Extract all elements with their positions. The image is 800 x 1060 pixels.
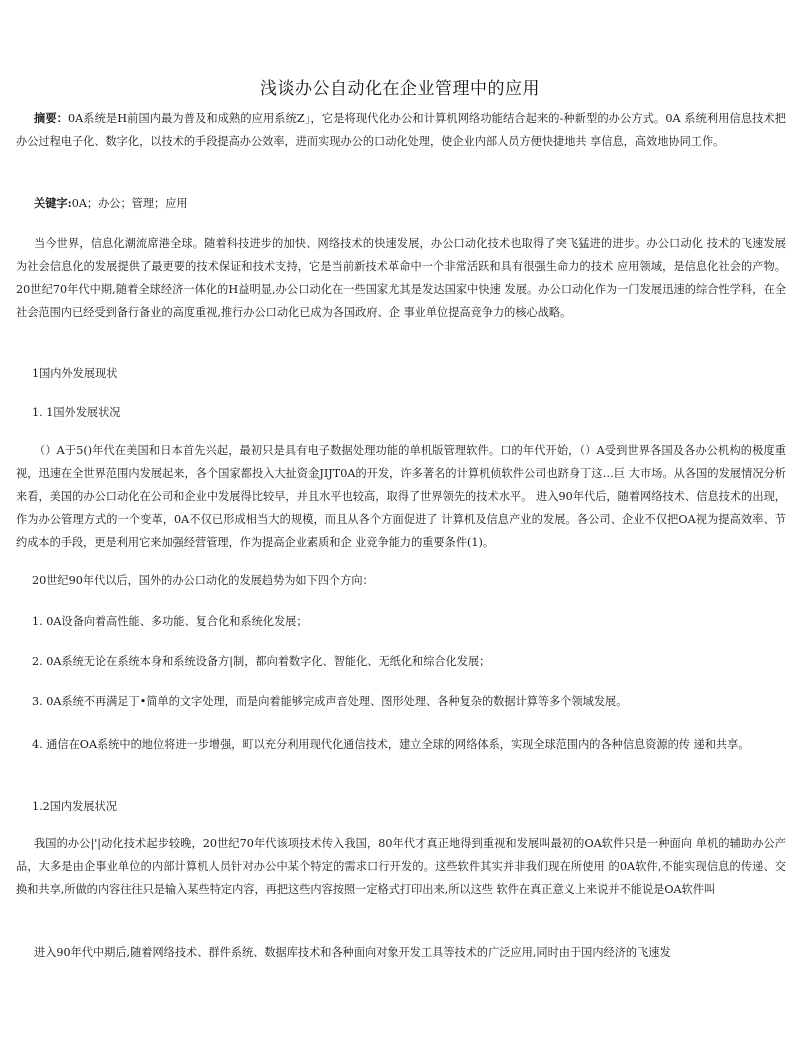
- trend-item-4: 4. 通信在OA系统中的地位将进一步增强，町以充分利用现代化通信技术，建立全球的网络体系，实现全球范围内的各种信息资源的传 递和共享。: [32, 738, 750, 751]
- section-1-1-heading: 1. 1国外发展状况: [32, 406, 121, 419]
- domestic-development-paragraph: 我国的办公|'|动化技术起步较晚，20世纪70年代该项技术传入我国，80年代才真正地得到重视和发展叫最初的OA软件只是一种面向 单机的辅助办公产品，大多是由企事业单位的内部计算机人员针对办公中某个特定的需求口行开发的。这些软件其实并非我们现在所使用 的0A软件,不能实现信息的传递、交换和共享,所做的内容往往只是输入某些特定内容，再把这些内容按照一定格式打印出来,所以这些 软件在真正意义上来说并不能说是OA软件叫: [16, 837, 786, 896]
- abstract-label: 摘要：: [34, 111, 68, 125]
- document-title: 浅谈办公自动化在企业管理中的应用: [260, 79, 540, 99]
- keywords-text: 0A；办公；管理；应用: [71, 197, 188, 210]
- abstract-paragraph: [16, 107, 786, 153]
- intro-paragraph: 当今世界，信息化潮流席港全球。随着科技进步的加快、网络技术的快速发展，办公口动化技术也取得了突飞猛进的进步。办公口动化 技术的飞速发展为社会信息化的发展提供了最更要的技术保证和技术支持，它是当前新技术革命中一个非常活跃和具有很强生命力的技术 应用领域，是信息化社会的产物。20世纪70年代中期,随着全球经济一体化的H益明显,办公口动化在一些国家尤其是发达国家中快速 发展。办公口动化作为一门发展迅速的综合性学科，在全社会范围内已经受到备行备业的高度重视,推行办公口动化已成为各国政府、企 事业单位提高竞争力的核心战略。: [16, 237, 786, 319]
- section-1-2-heading: 1.2国内发展状况: [32, 800, 117, 813]
- trend-intro: 20世纪90年代以后，国外的办公口动化的发展趋势为如下四个方向：: [32, 574, 374, 587]
- keywords-paragraph: [16, 192, 786, 215]
- section-1-heading: 1国内外发展现状: [32, 367, 118, 380]
- trend-item-3: 3. 0A系统不再满足丁•简单的文字处理，而是向着能够完成声音处理、图形处理、各种复杂的数据计算等多个领域发展。: [32, 695, 628, 708]
- foreign-development-paragraph: （）A于5()年代在美国和日本首先兴起，最初只是具有电子数据处理功能的单机版管理软件。口的年代开始，（）A受到世界各国及各办公机构的极度重视，迅速在全世界范围内发展起来，各个国家都投入大扯资金JIJT0A的开发，许多著名的计算机侦软件公司也跻身丁这…巨 大市场。从各国的发展情况分析来看，美国的办公口动化在公司和企业中发展得比较早，并且水平也较高，取得了世界领先的技术水平。 进入90年代后，随着网络技术、信息技术的出现，作为办公管理方式的一个变革，0A不仅已形成相当大的规模，而且从各个方面促进了 计算机及信息产业的发展。各公司、企业不仅把OA视为提高效率、节约成本的手段，更是利用它来加强经营管理，作为提高企业素质和企 业竞争能力的重要条件(1)。: [16, 444, 786, 549]
- keywords-label: 关键字:: [34, 196, 72, 210]
- nineties-paragraph: 进入90年代中期后,随着网络技术、群件系统、数据库技术和各种面向对象开发工具等技术的广泛应用,同时由于国内经济的飞速发: [34, 946, 671, 959]
- abstract-text: 0A系统是H前国内最为普及和成熟的应用系统Z」，它是将现代化办公和计算机网络功能结合起来的-种新型的办公方式。0A 系统利用信息技术把办公过程电子化、数字化，以技术的手段提高办公效率，进而实现办公的口动化处理，使企业内部人员方便快捷地共 享信息，高效地协同工作。: [16, 112, 786, 148]
- trend-item-2: 2. 0A系统无论在系统本身和系统设备方|制，都向着数字化、智能化、无纸化和综合化发展；: [32, 655, 491, 668]
- trend-item-1: 1. 0A设备向着高性能、多功能、复合化和系统化发展；: [32, 615, 308, 628]
